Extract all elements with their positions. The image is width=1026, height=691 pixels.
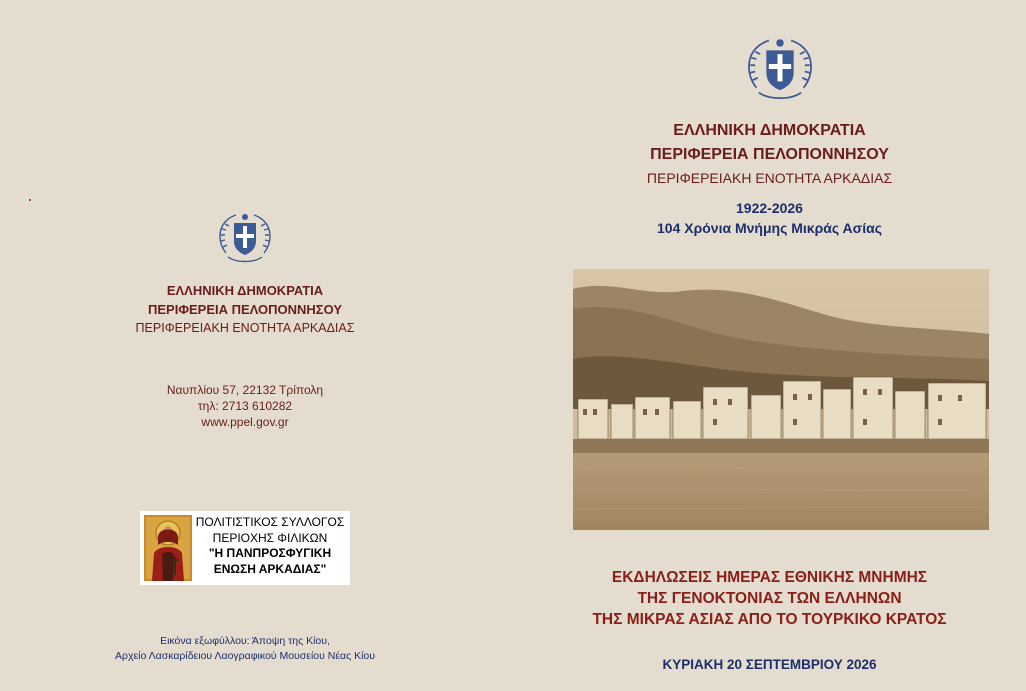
association-name [194, 515, 346, 577]
website-link[interactable]: www.ppel.gov.gr [201, 415, 289, 429]
event-title-line-1: ΕΚΔΗΛΩΣΕΙΣ ΗΜΕΡΑΣ ΕΘΝΙΚΗΣ ΜΝΗΜΗΣ [611, 569, 928, 586]
greek-coat-of-arms-icon [744, 33, 816, 105]
association-box [140, 511, 350, 585]
years-subtitle: 104 Χρόνια Μνήμης Μικράς Ασίας [657, 220, 882, 236]
phone-number: τηλ: 2713 610282 [197, 399, 293, 413]
country-name: ΕΛΛΗΝΙΚΗ ΔΗΜΟΚΡΑΤΙΑ [673, 122, 866, 139]
region-name: ΠΕΡΙΦΕΡΕΙΑ ΠΕΛΟΠΟΝΝΗΣΟΥ [147, 302, 343, 317]
street-address: Ναυπλίου 57, 22132 Τρίπολη [166, 383, 324, 397]
event-title-line-3: ΤΗΣ ΜΙΚΡΑΣ ΑΣΙΑΣ ΑΠΟ ΤΟ ΤΟΥΡΚΙΚΟ ΚΡΑΤΟΣ [592, 611, 947, 628]
association-line-3: "Η ΠΑΝΠΡΟΣΦΥΓΙΚΗ [208, 546, 332, 560]
regional-unit-name: ΠΕΡΙΦΕΡΕΙΑΚΗ ΕΝΟΤΗΤΑ ΑΡΚΑΔΙΑΣ [135, 321, 355, 335]
event-title-line-2: ΤΗΣ ΓΕΝΟΚΤΟΝΙΑΣ ΤΩΝ ΕΛΛΗΝΩΝ [637, 590, 902, 607]
association-line-2: ΠΕΡΙΟΧΗΣ ΦΙΛΙΚΩΝ [212, 530, 328, 545]
regional-unit-name: ΠΕΡΙΦΕΡΕΙΑΚΗ ΕΝΟΤΗΤΑ ΑΡΚΑΔΙΑΣ [646, 170, 893, 186]
association-line-4: ΕΝΩΣΗ ΑΡΚΑΔΙΑΣ" [213, 561, 327, 576]
region-name: ΠΕΡΙΦΕΡΕΙΑ ΠΕΛΟΠΟΝΝΗΣΟΥ [650, 146, 889, 163]
event-title [513, 567, 1026, 630]
saint-icon-image [144, 515, 192, 581]
greek-coat-of-arms-icon [216, 209, 274, 267]
left-header [0, 281, 490, 338]
cover-image-credit [0, 634, 490, 664]
right-header [513, 119, 1026, 189]
credit-line-2: Αρχείο Λασκαρίδειου Λαογραφικού Μουσείου Νέας Κίου [114, 650, 376, 662]
association-line-1: ΠΟΛΙΤΙΣΤΙΚΟΣ ΣΥΛΛΟΓΟΣ [195, 515, 345, 529]
event-date: ΚΥΡΙΑΚΗ 20 ΣΕΠΤΕΜΒΡΙΟΥ 2026 [662, 657, 877, 672]
kios-historic-photo [573, 269, 989, 530]
anniversary-block [513, 198, 1026, 238]
country-name: ΕΛΛΗΝΙΚΗ ΔΗΜΟΚΡΑΤΙΑ [166, 283, 324, 298]
address-block [0, 382, 490, 430]
credit-line-1: Εικόνα εξωφύλλου: Άποψη της Κίου, [160, 635, 330, 647]
front-cover [513, 0, 1026, 691]
years-range: 1922-2026 [736, 200, 803, 216]
